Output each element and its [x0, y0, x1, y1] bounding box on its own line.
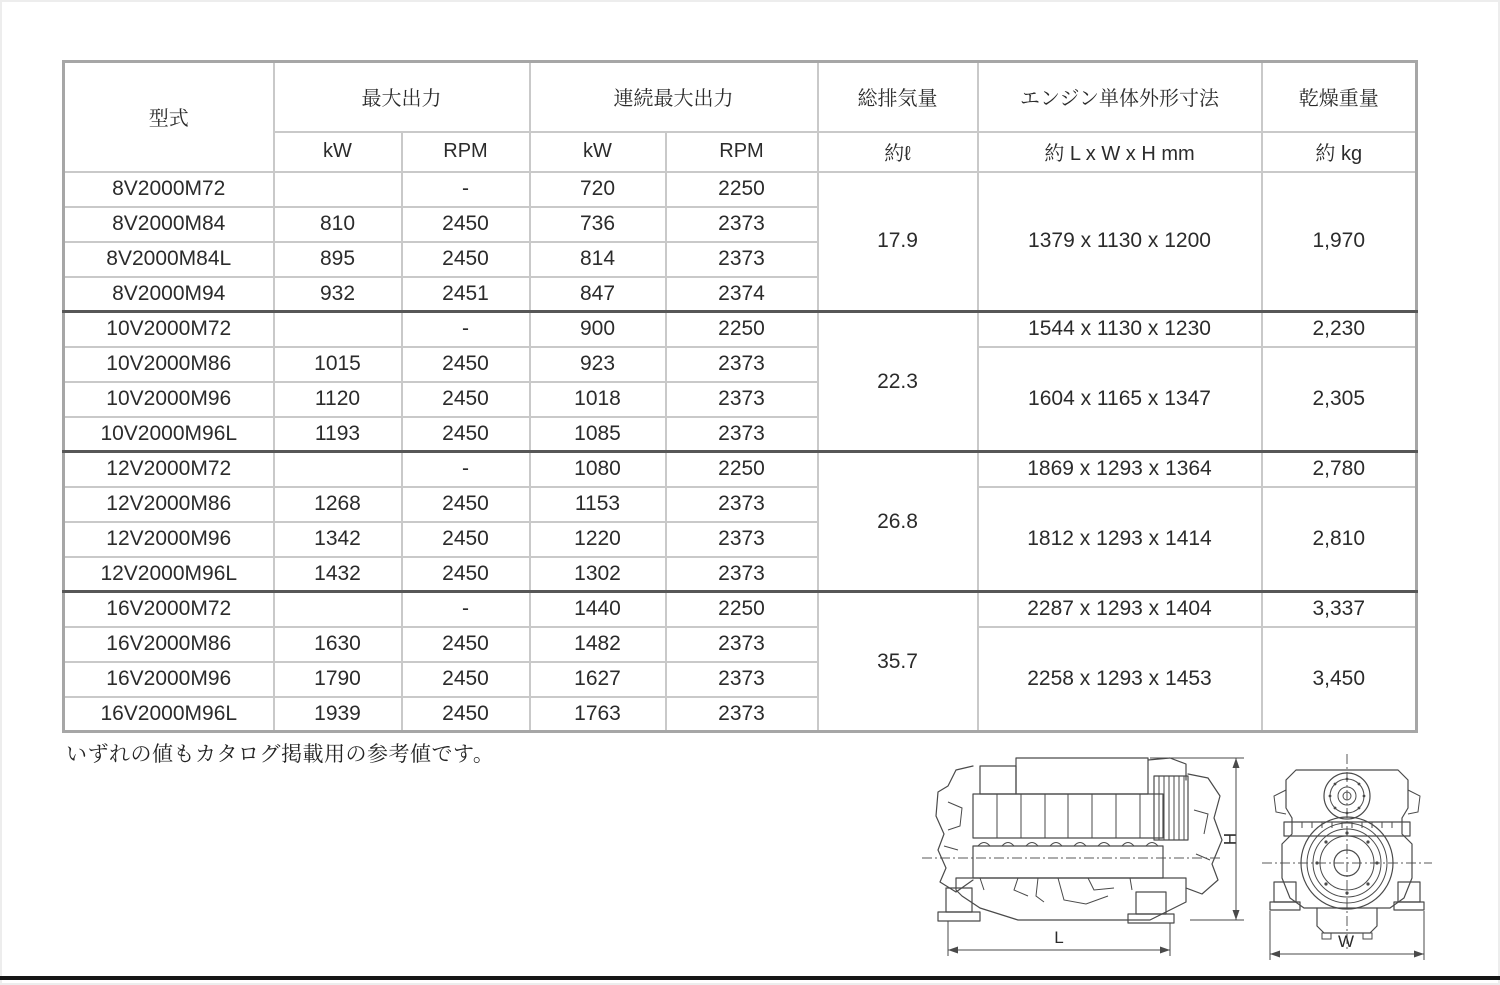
max-rpm-cell: 2450: [402, 347, 530, 382]
cont-kw-cell: 1085: [530, 417, 666, 452]
model-cell: 8V2000M72: [64, 172, 274, 207]
cont-kw-cell: 1302: [530, 557, 666, 592]
max-rpm-cell: -: [402, 592, 530, 627]
max-kw-cell: 1790: [274, 662, 402, 697]
col-header-rpm-max: RPM: [402, 132, 530, 172]
model-cell: 10V2000M72: [64, 312, 274, 347]
engine-spec-table: [62, 60, 1418, 733]
col-header-kw-cont: kW: [530, 132, 666, 172]
col-header-kw-max: kW: [274, 132, 402, 172]
cont-kw-cell: 1763: [530, 697, 666, 732]
col-header-cont-max-output: 連続最大出力: [530, 62, 818, 132]
dimensions-cell: 1812 x 1293 x 1414: [978, 487, 1262, 592]
max-kw-cell: [274, 172, 402, 207]
page-bottom-rule: [0, 976, 1500, 980]
cont-rpm-cell: 2250: [666, 312, 818, 347]
col-header-approx-kg: 約 kg: [1262, 132, 1417, 172]
max-rpm-cell: 2450: [402, 487, 530, 522]
max-rpm-cell: 2450: [402, 207, 530, 242]
model-cell: 12V2000M72: [64, 452, 274, 487]
max-rpm-cell: -: [402, 312, 530, 347]
weight-cell: 2,780: [1262, 452, 1417, 487]
cont-rpm-cell: 2250: [666, 172, 818, 207]
max-rpm-cell: 2450: [402, 522, 530, 557]
max-rpm-cell: 2450: [402, 417, 530, 452]
col-header-approx-lwh: 約 L x W x H mm: [978, 132, 1262, 172]
cont-rpm-cell: 2373: [666, 242, 818, 277]
spec-row: [64, 347, 1417, 382]
dimensions-cell: 1379 x 1130 x 1200: [978, 172, 1262, 312]
cont-rpm-cell: 2250: [666, 592, 818, 627]
cont-rpm-cell: 2373: [666, 487, 818, 522]
cont-kw-cell: 847: [530, 277, 666, 312]
col-header-displacement: 総排気量: [818, 62, 978, 132]
max-kw-cell: 1120: [274, 382, 402, 417]
dim-label-w: W: [1337, 932, 1355, 951]
weight-cell: 1,970: [1262, 172, 1417, 312]
cont-kw-cell: 720: [530, 172, 666, 207]
cont-rpm-cell: 2373: [666, 662, 818, 697]
dimensions-cell: 1604 x 1165 x 1347: [978, 347, 1262, 452]
cont-kw-cell: 923: [530, 347, 666, 382]
cont-rpm-cell: 2373: [666, 417, 818, 452]
model-cell: 12V2000M96L: [64, 557, 274, 592]
max-rpm-cell: 2450: [402, 627, 530, 662]
weight-cell: 2,810: [1262, 487, 1417, 592]
col-header-approx-liters: 約ℓ: [818, 132, 978, 172]
dimensions-cell: 1869 x 1293 x 1364: [978, 452, 1262, 487]
max-kw-cell: [274, 452, 402, 487]
max-kw-cell: 810: [274, 207, 402, 242]
cont-kw-cell: 1627: [530, 662, 666, 697]
max-kw-cell: 1432: [274, 557, 402, 592]
cont-rpm-cell: 2373: [666, 382, 818, 417]
model-cell: 10V2000M86: [64, 347, 274, 382]
model-cell: 8V2000M84L: [64, 242, 274, 277]
cont-rpm-cell: 2373: [666, 627, 818, 662]
model-cell: 10V2000M96: [64, 382, 274, 417]
max-rpm-cell: 2450: [402, 382, 530, 417]
max-kw-cell: 1342: [274, 522, 402, 557]
model-cell: 8V2000M94: [64, 277, 274, 312]
engine-side-view-drawing: [918, 750, 1248, 968]
displacement-cell: 22.3: [818, 312, 978, 452]
max-kw-cell: 1015: [274, 347, 402, 382]
spec-row: [64, 452, 1417, 487]
weight-cell: 3,337: [1262, 592, 1417, 627]
col-header-max-output: 最大出力: [274, 62, 530, 132]
cont-kw-cell: 736: [530, 207, 666, 242]
cont-kw-cell: 1018: [530, 382, 666, 417]
cont-kw-cell: 1482: [530, 627, 666, 662]
max-kw-cell: 1939: [274, 697, 402, 732]
dim-label-h: H: [1220, 832, 1239, 846]
model-cell: 16V2000M86: [64, 627, 274, 662]
model-cell: 16V2000M96: [64, 662, 274, 697]
dim-label-l: L: [1054, 928, 1064, 947]
header-row-1: [64, 62, 1417, 132]
model-cell: 12V2000M86: [64, 487, 274, 522]
cont-kw-cell: 1440: [530, 592, 666, 627]
max-kw-cell: [274, 592, 402, 627]
max-rpm-cell: -: [402, 452, 530, 487]
engine-front-view-drawing: [1262, 750, 1432, 968]
max-rpm-cell: 2450: [402, 242, 530, 277]
displacement-cell: 17.9: [818, 172, 978, 312]
displacement-cell: 35.7: [818, 592, 978, 732]
model-cell: 10V2000M96L: [64, 417, 274, 452]
col-header-dimensions: エンジン単体外形寸法: [978, 62, 1262, 132]
max-kw-cell: 932: [274, 277, 402, 312]
col-header-rpm-cont: RPM: [666, 132, 818, 172]
max-kw-cell: 1193: [274, 417, 402, 452]
weight-cell: 3,450: [1262, 627, 1417, 732]
max-rpm-cell: 2450: [402, 697, 530, 732]
col-header-model: 型式: [64, 62, 274, 172]
cont-kw-cell: 814: [530, 242, 666, 277]
cont-rpm-cell: 2373: [666, 697, 818, 732]
spec-row: [64, 487, 1417, 522]
cont-kw-cell: 1080: [530, 452, 666, 487]
weight-cell: 2,305: [1262, 347, 1417, 452]
spec-row: [64, 172, 1417, 207]
spec-row: [64, 627, 1417, 662]
dimensions-cell: 2258 x 1293 x 1453: [978, 627, 1262, 732]
max-kw-cell: 1630: [274, 627, 402, 662]
max-kw-cell: 895: [274, 242, 402, 277]
cont-rpm-cell: 2374: [666, 277, 818, 312]
cont-kw-cell: 1220: [530, 522, 666, 557]
spec-row: [64, 312, 1417, 347]
max-rpm-cell: 2450: [402, 557, 530, 592]
cont-kw-cell: 900: [530, 312, 666, 347]
cont-kw-cell: 1153: [530, 487, 666, 522]
spec-row: [64, 592, 1417, 627]
max-kw-cell: 1268: [274, 487, 402, 522]
col-header-dry-weight: 乾燥重量: [1262, 62, 1417, 132]
model-cell: 8V2000M84: [64, 207, 274, 242]
model-cell: 12V2000M96: [64, 522, 274, 557]
cont-rpm-cell: 2373: [666, 347, 818, 382]
dimensions-cell: 1544 x 1130 x 1230: [978, 312, 1262, 347]
cont-rpm-cell: 2373: [666, 522, 818, 557]
dimensions-cell: 2287 x 1293 x 1404: [978, 592, 1262, 627]
model-cell: 16V2000M96L: [64, 697, 274, 732]
footnote-text: いずれの値もカタログ掲載用の参考値です。: [66, 743, 495, 766]
cont-rpm-cell: 2373: [666, 207, 818, 242]
model-cell: 16V2000M72: [64, 592, 274, 627]
weight-cell: 2,230: [1262, 312, 1417, 347]
max-kw-cell: [274, 312, 402, 347]
displacement-cell: 26.8: [818, 452, 978, 592]
cont-rpm-cell: 2373: [666, 557, 818, 592]
max-rpm-cell: 2451: [402, 277, 530, 312]
cont-rpm-cell: 2250: [666, 452, 818, 487]
max-rpm-cell: -: [402, 172, 530, 207]
max-rpm-cell: 2450: [402, 662, 530, 697]
